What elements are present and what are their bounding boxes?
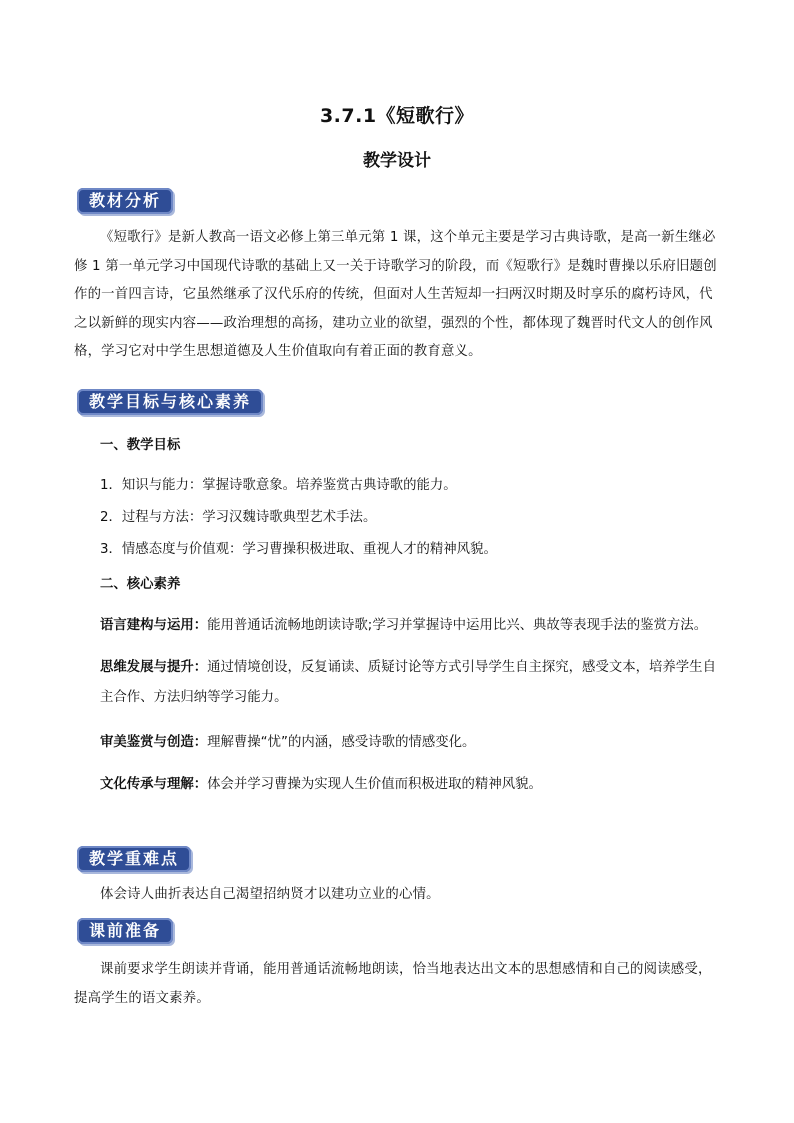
section-badge-difficulty: 教学重难点 — [77, 846, 191, 872]
core-label: 审美鉴赏与创造： — [100, 735, 208, 750]
goals-subheading-objectives: 一、教学目标 — [100, 438, 181, 453]
core-literacy-culture — [100, 770, 724, 800]
objective-item: 3．情感态度与价值观：学习曹操积极进取、重视人才的精神风貌。 — [100, 542, 497, 557]
section-badge-goals: 教学目标与核心素养 — [77, 389, 263, 415]
analysis-paragraph: 《短歌行》是新人教高一语文必修上第三单元第 1 课，这个单元主要是学习古典诗歌，是高一新生继必修 1 第一单元学习中国现代诗歌的基础上又一关于诗歌学习的阶段，而《短歌行》是魏时曹操以乐府旧题创作的一首四言诗，它虽然继承了汉代乐府的传统，但面对人生苦短却一扫两汉时期及时享乐的腐朽诗风，代之以新鲜的现实内容——政治理想的高扬，建功立业的欲望，强烈的个性，都体现了魏晋时代文人的创作风格，学习它对中学生思想道德及人生价值取向有着正面的教育意义。 — [74, 230, 717, 359]
section-badge-preparation: 课前准备 — [77, 918, 173, 944]
core-label: 文化传承与理解： — [100, 777, 208, 792]
document-subtitle: 教学设计 — [363, 151, 431, 171]
document-title: 3.7.1《短歌行》 — [319, 105, 475, 127]
goals-subheading-core: 二、核心素养 — [100, 577, 181, 592]
core-text: 能用普通话流畅地朗读诗歌;学习并掌握诗中运用比兴、典故等表现手法的鉴赏方法。 — [207, 618, 708, 633]
objective-item: 2．过程与方法：学习汉魏诗歌典型艺术手法。 — [100, 510, 377, 525]
core-text: 体会并学习曹操为实现人生价值而积极进取的精神风貌。 — [207, 777, 542, 792]
core-literacy-language — [100, 611, 724, 641]
core-literacy-aesthetics — [100, 728, 724, 758]
section-badge-analysis: 教材分析 — [77, 188, 173, 214]
objective-item: 1．知识与能力：掌握诗歌意象。培养鉴赏古典诗歌的能力。 — [100, 478, 457, 493]
core-literacy-thinking — [100, 653, 724, 713]
core-label: 语言建构与运用： — [100, 618, 208, 633]
preparation-paragraph: 课前要求学生朗读并背诵，能用普通话流畅地朗读，恰当地表达出文本的思想感情和自己的阅读感受，提高学生的语文素养。 — [74, 962, 712, 1006]
core-text: 理解曹操“忧”的内涵，感受诗歌的情感变化。 — [207, 735, 476, 750]
core-label: 思维发展与提升： — [100, 660, 208, 675]
core-text: 通过情境创设，反复诵读、质疑讨论等方式引导学生自主探究，感受文本，培养学生自主合作、方法归纳等学习能力。 — [100, 660, 716, 705]
difficulty-paragraph: 体会诗人曲折表达自己渴望招纳贤才以建功立业的心情。 — [100, 887, 440, 902]
